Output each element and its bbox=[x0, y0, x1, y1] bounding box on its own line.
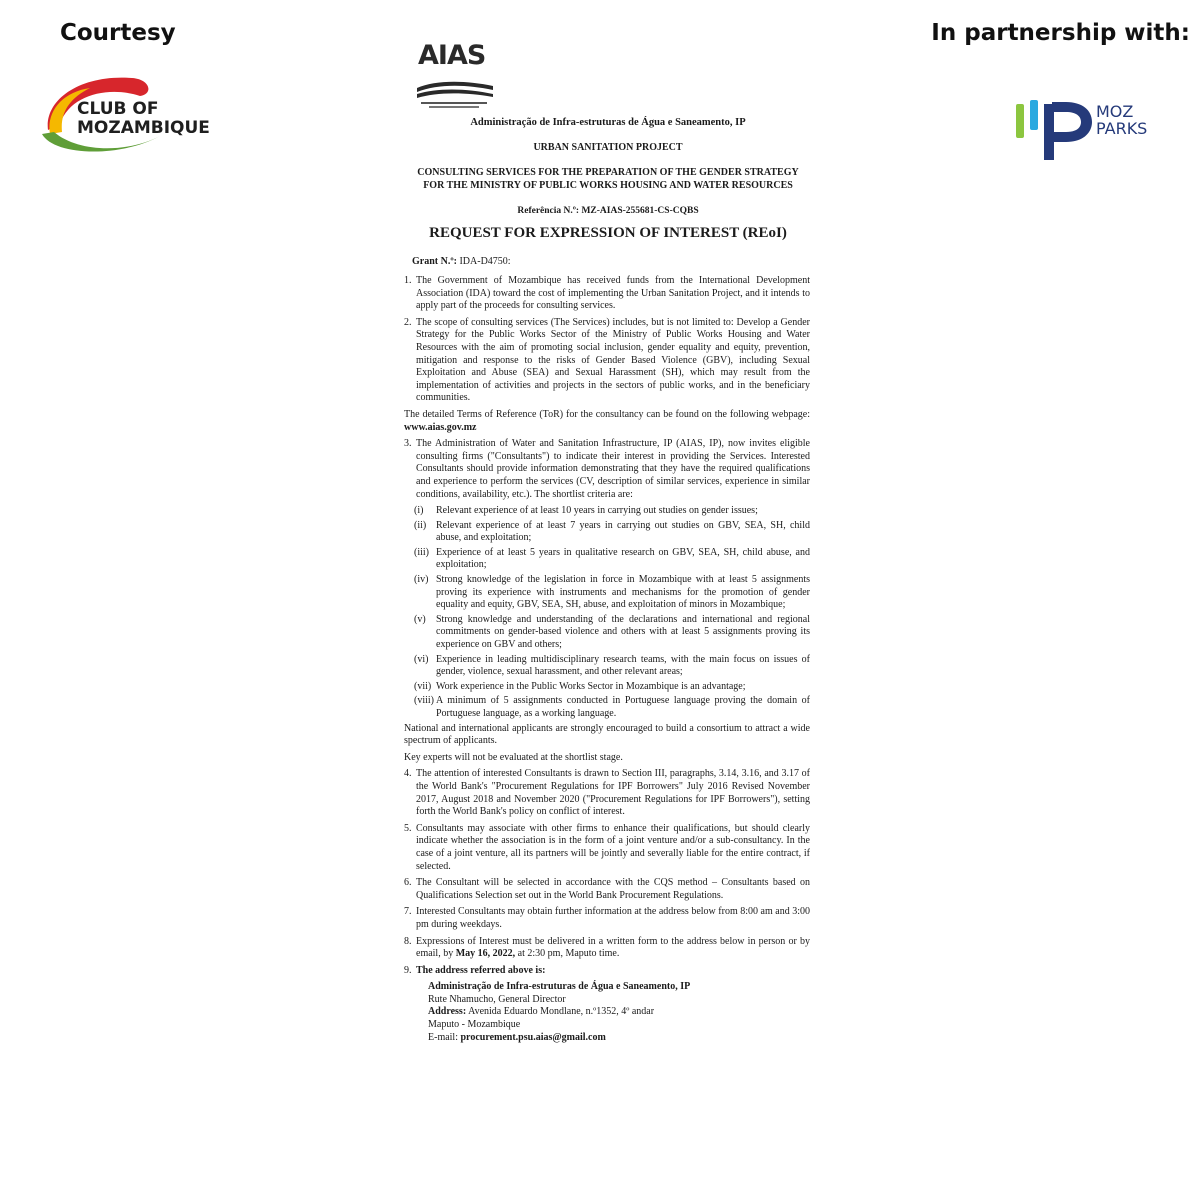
club-logo-line1: CLUB OF bbox=[77, 99, 159, 119]
org-name: Administração de Infra-estruturas de Água e Saneamento, IP bbox=[470, 117, 746, 128]
deadline-date: May 16, 2022, bbox=[455, 948, 516, 960]
grant-label: Grant N.º: bbox=[412, 256, 457, 267]
aias-wave-icon bbox=[415, 40, 495, 112]
address-person: Rute Nhamucho, General Director bbox=[428, 993, 566, 1005]
criteria-text: Strong knowledge and understanding of the declarations and international and regional commitments on gender-based violence and others with at least 5 assignments proving its experience on GBV and others; bbox=[436, 613, 810, 651]
tor-text: The detailed Terms of Reference (ToR) for the consultancy can be found on the following webpage: bbox=[404, 408, 810, 420]
grant-line bbox=[412, 256, 511, 269]
criteria-number: (iii) bbox=[414, 546, 429, 558]
aias-logo bbox=[415, 40, 495, 112]
criteria-number: (iv) bbox=[414, 574, 429, 586]
criteria-number: (i) bbox=[414, 505, 424, 517]
deadline-post: at 2:30 pm, Maputo time. bbox=[517, 948, 620, 960]
address-block bbox=[428, 981, 810, 1044]
paragraph-7 bbox=[404, 906, 810, 931]
paragraph-9 bbox=[404, 965, 810, 978]
paragraph-text: Consultants may associate with other firms to enhance their qualifications, but should clearly indicate whether the association is in the form of a joint venture and/or a sub-consultancy. In the case of a joint venture, all its partners will be jointly and severally liable for the entire contract, if selected. bbox=[416, 822, 810, 872]
mozparks-line1: MOZ bbox=[1096, 102, 1134, 121]
criteria-item bbox=[414, 505, 810, 518]
address-org: Administração de Infra-estruturas de Água e Saneamento, IP bbox=[428, 981, 691, 993]
address-city: Maputo - Mozambique bbox=[428, 1019, 521, 1031]
club-of-mozambique-logo bbox=[40, 72, 210, 156]
criteria-number: (v) bbox=[414, 613, 426, 625]
mozparks-line2: PARKS bbox=[1096, 119, 1148, 138]
paragraph-text bbox=[416, 936, 810, 961]
tor-url: www.aias.gov.mz bbox=[404, 421, 477, 433]
criteria-text: Relevant experience of at least 7 years in carrying out studies on GBV, SEA, SH, child abuse, and exploitation; bbox=[436, 519, 810, 544]
tor-paragraph bbox=[404, 409, 810, 434]
criteria-text: Relevant experience of at least 10 years in carrying out studies on gender issues; bbox=[436, 505, 758, 517]
address-title: The address referred above is: bbox=[416, 964, 546, 976]
consortium-paragraph: National and international applicants are strongly encouraged to build a consortium to attract a wide spectrum of applicants. bbox=[404, 722, 810, 747]
paragraph-text: The Consultant will be selected in accordance with the CQS method – Consultants based on Qualifications Selection set out in the World Bank Procurement Regulations. bbox=[416, 877, 810, 901]
criteria-number: (ii) bbox=[414, 519, 427, 531]
project-name: URBAN SANITATION PROJECT bbox=[533, 142, 683, 153]
criteria-text: Experience of at least 5 years in qualitative research on GBV, SEA, SH, child abuse, and exploitation; bbox=[436, 546, 810, 571]
paragraph-6 bbox=[404, 877, 810, 902]
paragraph-1 bbox=[404, 275, 810, 313]
paragraph-number: 3. bbox=[404, 438, 412, 450]
paragraph-text: The Government of Mozambique has received funds from the International Development Association (IDA) toward the cost of implementing the Urban Sanitation Project, and it intends to apply part of the proceeds for consulting services. bbox=[416, 275, 810, 312]
key-experts-paragraph: Key experts will not be evaluated at the shortlist stage. bbox=[404, 751, 623, 763]
grant-value: IDA-D4750: bbox=[459, 256, 511, 267]
criteria-item bbox=[414, 547, 810, 572]
criteria-number: (viii) bbox=[414, 695, 434, 707]
paragraph-4 bbox=[404, 768, 810, 818]
consulting-title bbox=[388, 166, 828, 192]
email-address: procurement.psu.aias@gmail.com bbox=[460, 1031, 606, 1043]
criteria-text: Experience in leading multidisciplinary research teams, with the main focus on issues of gender, violence, sexual harassment, and other relevant areas; bbox=[436, 653, 810, 678]
consulting-line1: CONSULTING SERVICES FOR THE PREPARATION OF THE GENDER STRATEGY bbox=[417, 167, 799, 178]
aias-logo-word: AIAS bbox=[418, 40, 486, 71]
courtesy-label: Courtesy bbox=[60, 20, 176, 46]
paragraph-number: 5. bbox=[404, 822, 412, 834]
paragraph-text: The scope of consulting services (The Services) includes, but is not limited to: Develop a Gender Strategy for the Public Works Sector of the Ministry of Public Works Housing and Water Resources with the aim of promoting social inclusion, gender equality and equity, prevention, mitigation and response to the risks of Gender Based Violence (GBV), including Sexual Exploitation and Abuse (SEA) and Sexual Harassment (SH), which may result from the implementation of activities and projects in the sectors of public works, and in the beneficiary communities. bbox=[416, 316, 810, 404]
criteria-item bbox=[414, 654, 810, 679]
paragraph-number: 4. bbox=[404, 768, 412, 780]
paragraph-number: 7. bbox=[404, 906, 412, 918]
criteria-text: Strong knowledge of the legislation in force in Mozambique with at least 5 assignments proving its experience with instruments and mechanisms for the promotion of gender equality and equity, GBV, SEA, SH, abuse, and exploitation of minors in Mozambique; bbox=[436, 574, 810, 611]
criteria-item bbox=[414, 614, 810, 652]
club-logo-line2: MOZAMBIQUE bbox=[77, 118, 210, 138]
criteria-item bbox=[414, 574, 810, 612]
address-label: Address: bbox=[428, 1006, 467, 1018]
mozparks-mark-icon bbox=[1014, 98, 1098, 164]
partnership-label: In partnership with: bbox=[931, 20, 1190, 46]
deadline-pre: Expressions of Interest must be delivered in a written form to the address below in person or by email, by bbox=[416, 935, 810, 960]
paragraph-text: Interested Consultants may obtain further information at the address below from 8:00 am and 3:00 pm during weekdays. bbox=[416, 906, 810, 930]
criteria-item bbox=[414, 695, 810, 720]
criteria-number: (vii) bbox=[414, 680, 432, 692]
criteria-text: A minimum of 5 assignments conducted in Portuguese language proving the domain of Portuguese language, as a working language. bbox=[436, 695, 810, 719]
paragraph-number: 1. bbox=[404, 275, 412, 286]
paragraph-text: The attention of interested Consultants is drawn to Section III, paragraphs, 3.14, 3.16, and 3.17 of the World Bank's "Procurement Regulations for IPF Borrowers" July 2016 Revised November 2017, August 2018 and November 2020 ("Procurement Regulations for IPF Borrowers"), setting forth the World Bank's policy on conflict of interest. bbox=[416, 768, 810, 818]
criteria-number: (vi) bbox=[414, 653, 429, 665]
document-body bbox=[404, 275, 810, 1044]
paragraph-5 bbox=[404, 823, 810, 873]
paragraph-number: 9. bbox=[404, 964, 412, 976]
criteria-text: Work experience in the Public Works Sector in Mozambique is an advantage; bbox=[436, 680, 746, 692]
consulting-line2: FOR THE MINISTRY OF PUBLIC WORKS HOUSING AND WATER RESOURCES bbox=[423, 180, 793, 191]
paragraph-3 bbox=[404, 438, 810, 501]
paragraph-text: The Administration of Water and Sanitation Infrastructure, IP (AIAS, IP), now invites eligible consulting firms ("Consultants") to indicate their interest in providing the Services. Interested Consultants should provide information demonstrating that they have the required qualifications and experience to perform the services (CV, description of similar services, experience in similar conditions, availability, etc.). The shortlist criteria are: bbox=[416, 438, 810, 500]
email-label: E-mail: bbox=[428, 1031, 458, 1043]
paragraph-2 bbox=[404, 317, 810, 405]
reoi-title: REQUEST FOR EXPRESSION OF INTEREST (REoI) bbox=[429, 225, 787, 241]
reference-number: Referência N.º: MZ-AIAS-255681-CS-CQBS bbox=[517, 206, 699, 216]
criteria-list bbox=[404, 505, 810, 721]
address-street: Avenida Eduardo Mondlane, n.º1352, 4º andar bbox=[468, 1006, 655, 1018]
reoi-document bbox=[388, 40, 828, 1185]
paragraph-number: 8. bbox=[404, 935, 412, 947]
paragraph-number: 2. bbox=[404, 316, 412, 328]
moz-parks-logo bbox=[1014, 98, 1154, 164]
paragraph-8 bbox=[404, 936, 810, 961]
criteria-item bbox=[414, 520, 810, 545]
paragraph-number: 6. bbox=[404, 877, 412, 889]
criteria-item bbox=[414, 681, 810, 694]
